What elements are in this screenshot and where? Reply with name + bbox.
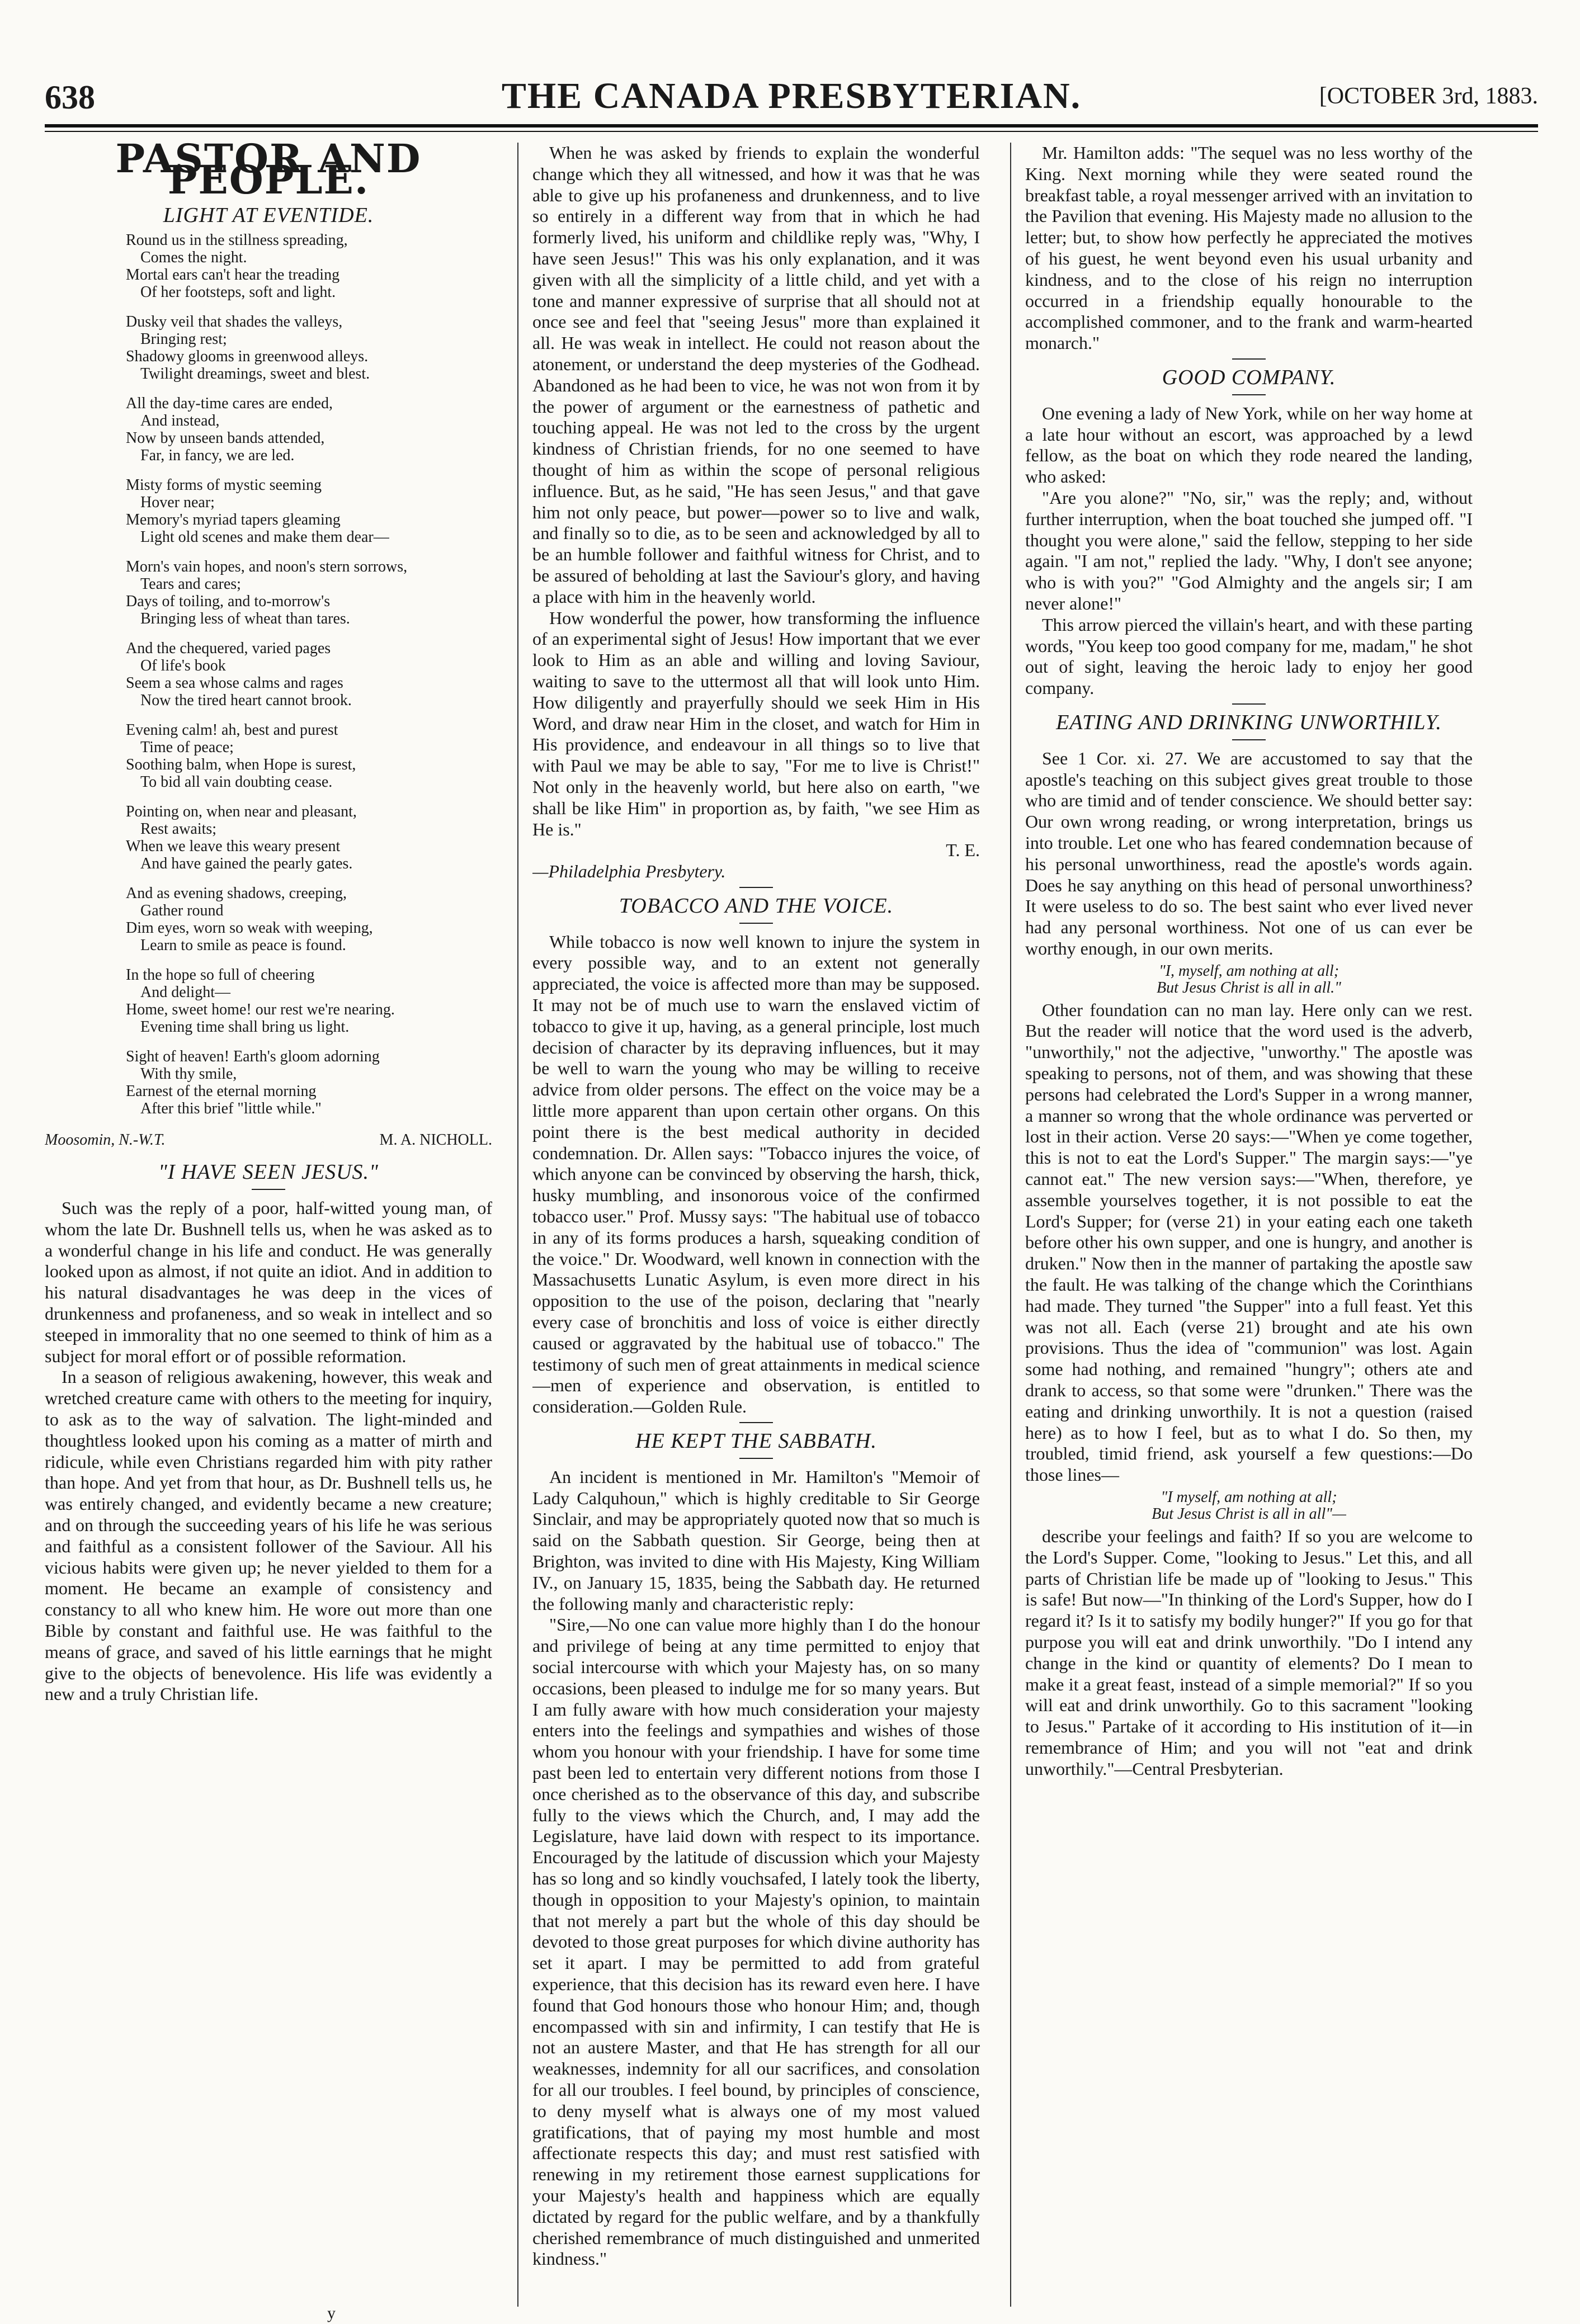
poem-line: When we leave this weary present (126, 838, 341, 856)
poem-stanza (126, 395, 492, 464)
section-rule (739, 887, 773, 888)
article-body (1025, 403, 1473, 699)
paragraph: When he was asked by friends to explain the wonderful change which they all witnessed, and how it was that he was able to give up his profaneness and drunkenness, and to live so entirely in a different way from that in which he had formerly lived, his uniform and childlike reply was, "Why, I have seen Jesus!" This was his only explanation, and it was given with all the simplicity of a little child, and yet with a tone and manner expressive of surprise that all should not at once see and feel that "seeing Jesus" more than explained it all. He was weak in intellect. He could not reason about the atonement, or understand the deep mysteries of the Godhead. Abandoned as he had been to vice, he was not won from it by the power of argument or the earnestness of pathetic and touching appeal. He was not led to the cross by the urgent kindness of Christian friends, for no one seemed to have thought of him as within the scope of personal religious influence. But, as he said, "He has seen Jesus," and that gave him not only peace, but power—power so to live and walk, and finally so to die, as to be seen and acknowledged by all to be an humble follower and faithful witness for Christ, and to be assured of beholding at last the Saviour's glory, and having a place with him in the heavenly world. (532, 143, 980, 607)
column-divider (517, 143, 518, 2307)
column-2 (532, 143, 980, 2307)
poem-stanza (126, 966, 492, 1036)
poem-stanza (126, 313, 492, 382)
paragraph: In a season of religious awakening, however, this weak and wretched creature came with others to the meeting for inquiry, to ask as to the way of salvation. The light-minded and thoughtless looked upon his coming as a matter of mirth and ridicule, while even Christians regarded him with pity rather than hope. And yet from that hour, as Dr. Bushnell tells us, he was entirely changed, and evidently became a new creature; and on through the succeeding years of his life he was serious and faithful as a consistent follower of the Saviour. All his vicious habits were given up; he never yielded to them for a moment. He became an example of consistency and constancy to all who knew him. He wore out more than one Bible by constant and faithful use. He was faithful to the means of grace, and saved of his little earnings that he might give to the objects of benevolence. His life was evidently a new and a truly Christian life. (45, 1367, 492, 1704)
poem-line: Of her footsteps, soft and light. (140, 284, 336, 301)
page-number: 638 (45, 79, 95, 116)
poem-stanza (126, 232, 492, 301)
poem-line: Bringing less of wheat than tares. (140, 610, 350, 628)
article-body-continued (1025, 143, 1473, 354)
poem-line: After this brief "little while." (140, 1100, 322, 1118)
verse-line: But Jesus Christ is all in all"— (1152, 1505, 1346, 1523)
poem-line: To bid all vain doubting cease. (140, 773, 333, 791)
poem-signature (45, 1130, 492, 1151)
poem-line: With thy smile, (140, 1065, 237, 1083)
article-title: TOBACCO AND THE VOICE. (619, 894, 894, 918)
verse-line: "I, myself, am nothing at all; (1158, 962, 1340, 980)
poem-body (45, 232, 492, 1117)
poem-line: Home, sweet home! our rest we're nearing. (126, 1001, 395, 1019)
poem-line: Seem a sea whose calms and rages (126, 674, 343, 692)
paragraph: How wonderful the power, how transforming the influence of an experimental sight of Jesus! How important that we ever look to Him as an able and willing and loving Saviour, waiting to save to the uttermost all that will look unto Him. How diligently and prayerfully should we seek Him in His Word, and draw near Him in the closet, and watch for Him in His providence, and endeavour in all things so to live that with Paul we may be able to say, "For me to live is Christ!" Not only in the heavenly world, but here also on earth, "we shall be like Him" in proportion as, by faith, "we see Him as He is." (532, 607, 980, 839)
poem-stanza (126, 721, 492, 791)
poem-line: All the day-time cares are ended, (126, 395, 333, 413)
poem-line: Earnest of the eternal morning (126, 1083, 317, 1100)
poem-line: And delight— (140, 984, 230, 1002)
footer-mark: y (327, 2304, 336, 2322)
article-body (532, 932, 980, 1418)
article-body (45, 1198, 492, 1705)
article-title: EATING AND DRINKING UNWORTHILY. (1056, 710, 1442, 734)
paragraph: "Sire,—No one can value more highly than I do the honour and privilege of being at any time permitted to enjoy that social intercourse with which your Majesty has, on so many occasions, been pleased to indulge me for so many years. But I am fully aware with how much consideration your majesty enters into the feelings and sympathies and wishes of those whom you honour with your friendship. I have for some time past been led to entertain very different notions from those I once cherished as to the observance of this day, and subscribe fully to the views which the Church, and, I may add the Legislature, have laid down with respect to its importance. Encouraged by the latitude of discussion which your Majesty has so long and so kindly vouchsafed, I lately took the liberty, though in opposition to your Majesty's opinion, to maintain that not merely a part but the whole of this day should be devoted to those great purposes for which divine authority has set it apart. I may be permitted to add from grateful experience, that this decision has its reward even here. I have found that God honours those who honour Him; and, though encompassed with sin and infirmity, I can testify that He is not an austere Master, and that He has strength for all our weaknesses, indemnity for all our sacrifices, and consolation for all our troubles. I feel bound, by principles of conscience, to deny myself what is always one of my most valued gratifications, that of paying my most humble and most affectionate respects this day; and must rest satisfied with renewing in my retirement those earnest supplications for your Majesty's health and happiness which are equally dictated by regard for the public welfare, and by a thankfully cherished remembrance of much distinguished and unmerited kindness." (532, 1614, 980, 2269)
poem-line: Light old scenes and make them dear— (140, 528, 389, 546)
section-rule (1232, 358, 1266, 360)
poem-line: Now by unseen bands attended, (126, 429, 325, 447)
poem-line: And as evening shadows, creeping, (126, 885, 347, 903)
paragraph: This arrow pierced the villain's heart, and with these parting words, "You keep too good company for me, madam," he shot out of sight, leaving the heroic lady to enjoy her good company. (1025, 614, 1473, 698)
poem-line: Far, in fancy, we are led. (140, 447, 295, 465)
article-body (532, 1467, 980, 2270)
poem-line: And have gained the pearly gates. (140, 855, 353, 873)
masthead-title: THE CANADA PRESBYTERIAN. (501, 75, 1082, 116)
poem-stanza (126, 476, 492, 546)
verse-quote (1025, 1489, 1473, 1523)
poem-line: Hover near; (140, 494, 215, 512)
article-source: —Philadelphia Presbytery. (532, 861, 726, 882)
poem-stanza (126, 885, 492, 954)
title-rule (739, 1458, 773, 1459)
paragraph: Mr. Hamilton adds: "The sequel was no less worthy of the King. Next morning while they were seated round the breakfast table, a royal messenger arrived with an invitation to the Pavilion that evening. His Majesty made no allusion to the letter; but, to show how perfectly he appreciated the motives of his guest, he went beyond even his usual urbanity and kindness, and to the close of his reign no interruption occurred in a friendship equally honourable to the accomplished commoner, and to the frank and warm-hearted monarch." (1025, 143, 1473, 353)
article-title: HE KEPT THE SABBATH. (635, 1429, 877, 1453)
poem-line: Days of toiling, and to-morrow's (126, 593, 331, 611)
issue-date: [OCTOBER 3rd, 1883. (1319, 83, 1538, 109)
poem-line: Learn to smile as peace is found. (140, 937, 346, 955)
poem-line: Morn's vain hopes, and noon's stern sorrows, (126, 558, 408, 576)
section-rule (739, 1422, 773, 1423)
poem-line: And instead, (140, 412, 220, 430)
poem-stanza (126, 803, 492, 872)
paragraph: "Are you alone?" "No, sir," was the reply; and, without further interruption, when the boat touched she jumped off. "I thought you were alone," said the fellow, stepping to her side again. "I am not," replied the lady. "Why, I don't see anyone; who is with you?" "God Almighty and the angels sir; I am never alone!" (1025, 487, 1473, 613)
poem-line: Comes the night. (140, 249, 247, 267)
paragraph: One evening a lady of New York, while on her way home at a late hour without an escort, was approached by a lewd fellow, as the boat on which they rode neared the landing, who asked: (1025, 403, 1473, 487)
poem-stanza (126, 640, 492, 709)
verse-quote (1025, 963, 1473, 996)
poem-author: M. A. NICHOLL. (379, 1131, 492, 1149)
poem-line: Tears and cares; (140, 575, 241, 593)
poem-line: Twilight dreamings, sweet and blest. (140, 365, 370, 383)
title-rule (739, 923, 773, 924)
poem-line: Evening time shall bring us light. (140, 1018, 350, 1036)
title-rule (252, 1189, 285, 1190)
paragraph: An incident is mentioned in Mr. Hamilton's "Memoir of Lady Calquhoun," which is highly creditable to Sir George Sinclair, and may be appropriately quoted now that so much is said on the Sabbath question. Sir George, being then at Brighton, was invited to dine with His Majesty, King William IV., on January 15, 1835, being the Sabbath day. He returned the following manly and characteristic reply: (532, 1466, 980, 1614)
poem-line: Bringing rest; (140, 330, 227, 348)
department-heading: PASTOR AND PEOPLE. (115, 143, 422, 203)
paragraph: describe your feelings and faith? If so you are welcome to the Lord's Supper. Come, "looking to Jesus." Let this, and all parts of Christian life be made up of "looking to Jesus." This is safe! But now—"In thinking of the Lord's Supper, how do I regard it? Is it to satisfy my bodily hunger?" If you go for that purpose you will eat and drink unworthily. "Do I intend any change in the kind or quantity of elements? Do I mean to make it a great feast, instead of a simple memorial?" If so you will eat and drink unworthily. Go to this sacrament "looking to Jesus." Partake of it according to His institution of it—in remembrance of Him; and you will not "eat and drink unworthily."—Central Presbyterian. (1025, 1526, 1473, 1779)
paragraph: Other foundation can no man lay. Here only can we rest. But the reader will notice that the word used is the adverb, "unworthily," not the adjective, "unworthy." The apostle was speaking to persons, not of them, and was showing that these persons had celebrated the Lord's Supper in a wrong manner, a manner so wrong that the whole ordinance was perverted or lost in their action. Verse 20 says:—"When ye come together, this is not to eat the Lord's Supper." The margin says:—"ye cannot eat." The new version says:—"When, therefore, ye assemble yourselves together, it is not possible to eat the Lord's Supper; for (verse 21) in your eating each one taketh before other his own supper, and one is hungry, and another is druken." Now then in the manner of partaking the apostle saw the fault. He was talking of the change which the Corinthians had made. They turned "the Supper" into a full feast. Yet this was not all. Each (verse 21) brought and ate his own provisions. Thus the idea of "communion" was lost. Again some had nothing, and remained "hungry"; others ate and drank to access, so that some were "drunken." There was the eating and drinking unworthily. It is not a question (raised here) as to how I feel, but as to what I do. So then, my troubled, timid friend, ask yourself a few questions:—Do those lines— (1025, 999, 1473, 1485)
poem-line: Gather round (140, 902, 224, 920)
title-rule (1232, 739, 1266, 740)
poem-title: LIGHT AT EVENTIDE. (163, 203, 374, 227)
paragraph: See 1 Cor. xi. 27. We are accustomed to say that the apostle's teaching on this subject gives great trouble to those who are timid and of tender conscience. We should better say: Our own wrong reading, or wrong interpretation, brings us into trouble. Let one who has feared condemnation because of his personal unworthiness, read the apostle's words again. Does he say anything on this head of personal unworthiness? It were useless to do so. The best saint who ever lived never had any personal worthiness. Not one of us can ever be worthy enough, in our own merits. (1025, 748, 1473, 958)
article-initials: T. E. (946, 840, 980, 861)
poem-line: Now the tired heart cannot brook. (140, 692, 352, 710)
article-title: GOOD COMPANY. (1162, 365, 1336, 389)
paragraph: While tobacco is now well known to injure the system in every possible way, and to an extent not generally appreciated, the voice is affected more than may be supposed. It may not be of much use to warn the enslaved victim of tobacco to give it up, having, as a general principle, lost much decision of character by its depraving influences, but it may be well to warn the young who may be willing to receive advice from older persons. The effect on the voice may be a little more apparent than upon certain other organs. On this point there is the best medical authority in decided condemnation. Dr. Allen says: "Tobacco injures the voice, of which anyone can be convinced by observing the harsh, thick, husky mumbling, and insonorous voice of the confirmed tobacco user." Prof. Mussy says: "The habitual use of tobacco in any of its forms produces a harsh, squeaking condition of the voice." Dr. Woodward, well known in connection with the Massachusetts Lunatic Asylum, is even more direct in his opposition to the use of the poison, declaring that "nearly every case of bronchitis and loss of voice is either directly caused or aggravated by the habitual use of tobacco." The testimony of such men of great attainments in medical science—men of experience and observation, is entitled to consideration.—Golden Rule. (532, 931, 980, 1417)
poem-line: Rest awaits; (140, 820, 217, 838)
article-title: "I HAVE SEEN JESUS." (158, 1160, 379, 1184)
title-rule (1232, 394, 1266, 395)
poem-line: Dim eyes, worn so weak with weeping, (126, 919, 373, 937)
column-1 (45, 143, 492, 2307)
poem-line: Memory's myriad tapers gleaming (126, 511, 341, 529)
poem-line: And the chequered, varied pages (126, 640, 331, 658)
poem-place: Moosomin, N.-W.T. (45, 1131, 166, 1149)
poem-line: Of life's book (140, 657, 226, 675)
poem-line: Round us in the stillness spreading, (126, 232, 348, 249)
poem-line: In the hope so full of cheering (126, 966, 315, 984)
poem-line: Evening calm! ah, best and purest (126, 721, 338, 739)
column-3 (1025, 143, 1473, 2307)
page-header (45, 75, 1538, 117)
section-rule (1232, 703, 1266, 705)
poem-line: Sight of heaven! Earth's gloom adorning (126, 1048, 380, 1066)
poem-line: Misty forms of mystic seeming (126, 476, 322, 494)
poem-line: Soothing balm, when Hope is surest, (126, 756, 356, 774)
article-body (1025, 1526, 1473, 1780)
header-rule-thick (45, 124, 1538, 127)
poem-line: Pointing on, when near and pleasant, (126, 803, 357, 821)
poem-stanza (126, 1048, 492, 1117)
paragraph: Such was the reply of a poor, half-witted young man, of whom the late Dr. Bushnell tells us, when he was asked as to a wonderful change in his life and conduct. He was generally looked upon as almost, if not quite an idiot. And in addition to his natural disadvantages he was deep in the vices of drunkenness and profaneness, and so weak in intellect and so steeped in immorality that no one seemed to think of him as a subject for moral effort or of possible reformation. (45, 1197, 492, 1366)
column-divider (1010, 143, 1011, 2307)
article-body-continued (532, 143, 980, 840)
poem-line: Shadowy glooms in greenwood alleys. (126, 348, 369, 366)
article-body (1025, 1000, 1473, 1486)
header-rule-thin (45, 131, 1538, 132)
verse-line: But Jesus Christ is all in all." (1157, 979, 1341, 996)
poem-line: Mortal ears can't hear the treading (126, 266, 340, 284)
poem-stanza (126, 558, 492, 627)
verse-line: "I myself, am nothing at all; (1161, 1489, 1337, 1506)
poem-line: Dusky veil that shades the valleys, (126, 313, 343, 331)
article-body (1025, 748, 1473, 960)
poem-line: Time of peace; (140, 739, 234, 757)
